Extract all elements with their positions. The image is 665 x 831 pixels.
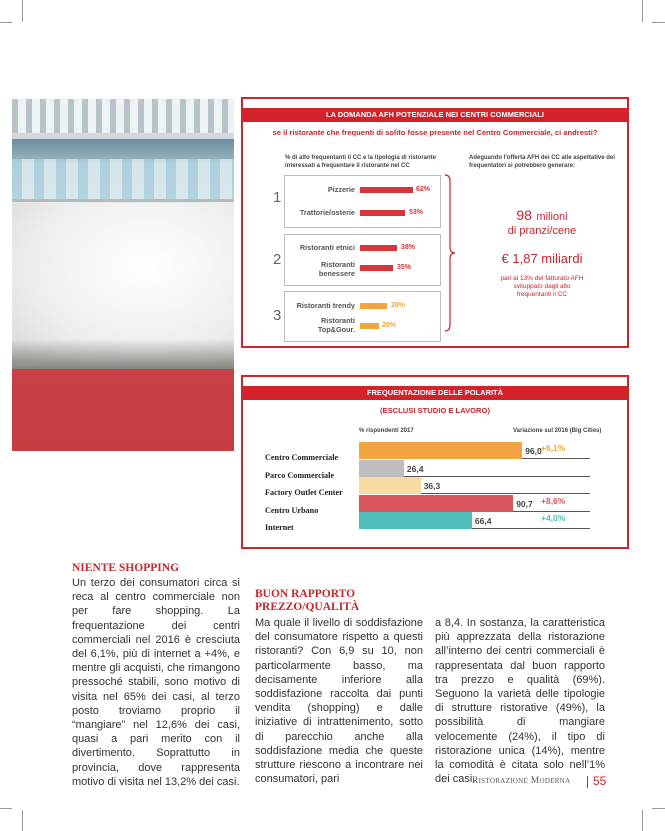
section-heading: BUON RAPPORTO PREZZO/QUALITÀ: [255, 588, 360, 613]
chart-value-label: 66,4: [474, 516, 492, 526]
chart-bar: [359, 512, 472, 529]
bar-value: 35%: [397, 264, 412, 271]
bar-label: Pizzerie: [327, 185, 355, 194]
chart-value-label: 90,7: [516, 498, 533, 509]
stat-revenue: € 1,87 miliardi: [501, 251, 583, 266]
crop-mark: [642, 810, 643, 831]
column-header-left: % rispondenti 2017: [359, 428, 414, 434]
polarity-panel: [241, 375, 629, 549]
polarity-bar-chart: [243, 377, 627, 547]
bar-pizzerie: [360, 187, 413, 193]
footer-divider: [587, 776, 588, 788]
group-number: 1: [273, 189, 282, 206]
bar-value: 53%: [409, 209, 424, 216]
body-text-col1: Un terzo dei consumatori circa si reca al centro commerciale non per fare shopping. La frequentazione dei centri commerciali nel 2016 è cresciuta del 6,1%, più di internet a +4%, e mentre gli acquisti, che rimangono pressoché stabili, sono motivo di visita nel 65% dei casi, al terzo posto troviamo proprio il “mangiare” nel 12,6% dei casi, quasi a pari merito con il divertimento. Soprattutto in provincia, dove rappresenta motivo di visita nel 13,2% dei casi.: [72, 577, 240, 788]
chart-value-label: 96,0: [525, 446, 542, 456]
page-number: 55: [593, 774, 607, 788]
bar-label: Ristoranti etnici: [299, 243, 355, 252]
column-header-right: Variazione sul 2016 (Big Cities): [513, 428, 602, 434]
mall-food-court-photo: [12, 99, 234, 451]
crop-mark: [0, 808, 12, 809]
chart-variation-label: +8,6%: [541, 495, 566, 506]
panel-title: LA DOMANDA AFH POTENZIALE NEI CENTRI COMMERCIALI: [243, 108, 627, 122]
group-box-2: [284, 234, 441, 286]
chart-title: FREQUENTAZIONE DELLE POLARITÀ: [243, 386, 627, 400]
panel-question: se il ristorante che frequenti di solito fosse presente nel Centro Commerciale, ci andresti?: [272, 128, 598, 137]
chart-bar: [359, 442, 522, 459]
bar-label: Ristoranti benessere: [318, 260, 355, 278]
group-box-1: [284, 175, 441, 228]
body-text-col3: a 8,4. In sostanza, la caratteristica più apprezzata della ristorazione all’interno dei centri commerciali è rappresentata dal buon rapporto tra prezzo e qualità (69%). Seguono la varietà delle tipologie di strutture ristorative (49%), la possibilità di mangiare velocemente (24%), il tipo di ristorazione unica (14%), mentre la comodità è citata solo nell’1% dei casi.: [435, 617, 605, 786]
crop-mark: [642, 0, 643, 22]
bar-trendy: [360, 303, 387, 309]
stat-revenue-note: pari al 13% del fatturato AFH sviluppato dagli alto frequentanti il CC: [500, 275, 584, 298]
chart-category-label: Parco Commerciale: [265, 470, 335, 480]
stat-meals-label: di pranzi/cene: [507, 225, 577, 237]
chart-variation-label: +6,1%: [541, 443, 566, 453]
crop-mark: [652, 22, 665, 23]
chart-bar: [359, 495, 513, 512]
chart-category-label: Factory Outlet Center: [265, 488, 343, 497]
bar-label: Ristoranti trendy: [296, 301, 355, 310]
row-separator: [404, 476, 590, 477]
group-box-3: [284, 291, 441, 342]
afh-demand-panel: [241, 97, 629, 348]
chart-subtitle: (ESCLUSI STUDIO E LAVORO): [380, 406, 490, 415]
section-heading: NIENTE SHOPPING: [72, 562, 180, 574]
stat-meals: 98 milioni: [516, 207, 568, 223]
chart-value-label: 26,4: [406, 463, 424, 474]
bracket: [443, 173, 457, 333]
chart-variation-label: +4,0%: [541, 513, 566, 523]
chart-value-label: 36,3: [423, 481, 441, 491]
bar-trattorie: [360, 210, 405, 216]
bar-label: Ristoranti Top&Gour.: [317, 316, 355, 334]
chart-category-label: Centro Urbano: [265, 505, 319, 515]
bar-etnici: [360, 245, 397, 251]
group-number: 3: [273, 307, 282, 324]
magazine-name: Ristorazione Moderna: [472, 776, 571, 786]
chart-category-label: Centro Commerciale: [265, 453, 339, 462]
crop-mark: [652, 808, 665, 809]
crop-mark: [22, 0, 23, 22]
bar-value: 20%: [382, 322, 397, 329]
chart-category-label: Internet: [265, 523, 294, 532]
bar-benessere: [360, 265, 393, 271]
bar-value: 62%: [416, 186, 431, 193]
row-separator: [472, 528, 590, 529]
bar-label: Trattorie/osterie: [299, 208, 355, 217]
right-caption: Adeguando l'offerta AFH dei CC alle aspettative dei frequentatori si potrebbero generare:: [469, 155, 615, 169]
chart-bar: [359, 477, 421, 494]
bar-topgour: [360, 323, 379, 329]
crop-mark: [0, 22, 12, 23]
row-separator: [522, 458, 590, 459]
left-caption: % di alto frequentanti il CC e la tipologia di ristorante interessati a frequentare il ristorante nel CC: [285, 155, 437, 169]
crop-mark: [22, 810, 23, 831]
body-text-col2: Ma quale il livello di soddisfazione del consumatore rispetto a questi ristoranti? Con 6,9 su 10, non particolarmente basso, ma decisamente inferiore alla soddisfazione raccolta dai punti vendita (shopping) e dalle iniziative di intrattenimento, sotto di parecchio anche alla soddisfazione media che queste strutture riescono a incontrare nei consumatori, pari: [255, 617, 423, 786]
chart-bar: [359, 460, 404, 477]
bar-value: 28%: [391, 302, 406, 309]
row-separator: [513, 511, 590, 512]
bar-value: 38%: [401, 244, 416, 251]
group-number: 2: [273, 251, 282, 268]
